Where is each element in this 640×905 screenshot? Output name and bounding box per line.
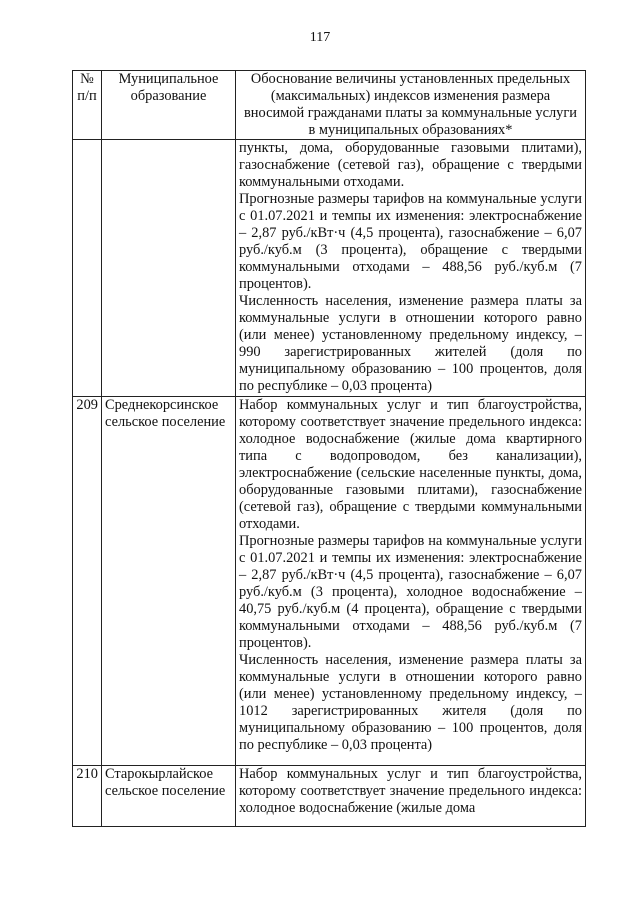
description-paragraph: Набор коммунальных услуг и тип благоустройства, которому соответствует значение предельного индекса: холодное водоснабжение (жилые дома [239, 766, 582, 816]
row-municipality [102, 140, 236, 397]
row-municipality: Старокырлайское сельское поселение [102, 766, 236, 827]
header-num: № п/п [73, 71, 102, 140]
row-description [236, 397, 586, 766]
table-row [73, 140, 586, 397]
description-paragraph: Численность населения, изменение размера платы за коммунальные услуги в отношении которого равно (или менее) установленному предельному индексу, – 1012 зарегистрированных жителя (доля по муниципальному образованию – 100 процентов, доля по республике – 0,03 процента) [239, 652, 582, 753]
tariff-table [72, 70, 586, 827]
table-row [73, 766, 586, 827]
row-description [236, 140, 586, 397]
header-municipality: Муниципальное образование [102, 71, 236, 140]
row-num: 209 [73, 397, 102, 766]
row-municipality: Среднекорсинское сельское поселение [102, 397, 236, 766]
row-description [236, 766, 586, 827]
description-paragraph: Прогнозные размеры тарифов на коммунальные услуги с 01.07.2021 и темпы их изменения: электроснабжение – 2,87 руб./кВт·ч (4,5 процента), газоснабжение – 6,07 руб./куб.м (3 процента), холодное водоснабжение – 40,75 руб./куб.м (4 процента), обращение с твердыми коммунальными отходами – 488,56 руб./куб.м (7 процентов). [239, 533, 582, 651]
row-num: 210 [73, 766, 102, 827]
description-paragraph: Прогнозные размеры тарифов на коммунальные услуги с 01.07.2021 и темпы их изменения: электроснабжение – 2,87 руб./кВт·ч (4,5 процента), газоснабжение – 6,07 руб./куб.м (3 процента), обращение с твердыми коммунальными отходами – 488,56 руб./куб.м (7 процентов). [239, 191, 582, 292]
table-header-row [73, 71, 586, 140]
description-paragraph: пункты, дома, оборудованные газовыми плитами), газоснабжение (сетевой газ), обращение с твердыми коммунальными отходами. [239, 140, 582, 190]
row-num [73, 140, 102, 397]
page-number: 117 [309, 30, 331, 45]
table-row [73, 397, 586, 766]
description-paragraph: Численность населения, изменение размера платы за коммунальные услуги в отношении которого равно (или менее) установленному предельному индексу, – 990 зарегистрированных жителей (доля по муниципальному образованию – 100 процентов, доля по республике – 0,03 процента) [239, 293, 582, 394]
header-reason: Обоснование величины установленных предельных (максимальных) индексов изменения размера вносимой гражданами платы за коммунальные услуги в муниципальных образованиях* [236, 71, 586, 140]
description-paragraph: Набор коммунальных услуг и тип благоустройства, которому соответствует значение предельного индекса: холодное водоснабжение (жилые дома квартирного типа с водопроводом, без канализации), электроснабжение (сельские населенные пункты, дома, оборудованные газовыми плитами), газоснабжение (сетевой газ), обращение с твердыми коммунальными отходами. [239, 397, 582, 532]
